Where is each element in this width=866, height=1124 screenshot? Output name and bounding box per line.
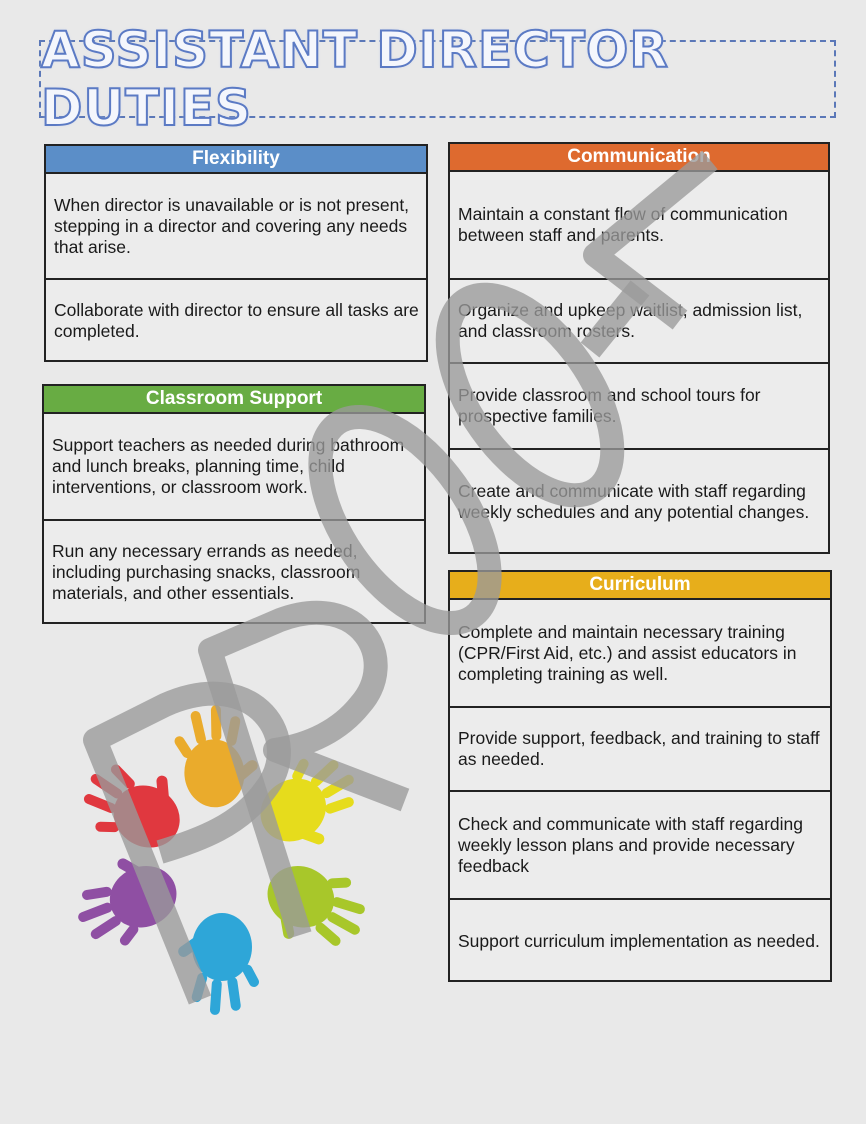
handprint-icon xyxy=(243,739,375,867)
communication-heading: Communication xyxy=(450,144,828,172)
list-item: Provide support, feedback, and training to staff as needed. xyxy=(450,708,830,792)
classroom-support-card xyxy=(42,384,426,624)
flexibility-card xyxy=(44,144,428,362)
list-item: Run any necessary errands as needed, including purchasing snacks, classroom materials, and other essentials. xyxy=(52,541,361,603)
handprint-icon xyxy=(251,847,379,967)
list-item: Collaborate with director to ensure all tasks are completed. xyxy=(54,300,419,341)
list-item: Organize and upkeep waitlist, admission list, and classroom rosters. xyxy=(450,280,828,364)
list-item: When director is unavailable or is not present, stepping in a director and covering any needs that arise. xyxy=(46,174,426,280)
list-item: Create and communicate with staff regarding weekly schedules and any potential changes. xyxy=(458,481,810,522)
list-item: Support curriculum implementation as needed. xyxy=(458,930,820,951)
curriculum-card xyxy=(448,570,832,982)
title-banner xyxy=(39,21,836,137)
page-title: ASSISTANT DIRECTOR DUTIES xyxy=(41,21,669,137)
handprint-icon xyxy=(62,841,190,961)
list-item: Check and communicate with staff regarding weekly lesson plans and provide necessary feedback xyxy=(450,792,830,900)
classroom-support-heading: Classroom Support xyxy=(44,386,424,414)
curriculum-heading: Curriculum xyxy=(450,572,830,600)
handprint-icon xyxy=(170,701,263,810)
list-item: Complete and maintain necessary training (CPR/First Aid, etc.) and assist educators in completing training as well. xyxy=(450,600,830,708)
flexibility-heading: Flexibility xyxy=(46,146,426,174)
handprint-icon xyxy=(68,743,199,868)
handprint-icon xyxy=(176,913,261,1015)
communication-card xyxy=(448,142,830,554)
list-item: Maintain a constant flow of communication between staff and parents. xyxy=(450,172,828,280)
list-item: Provide classroom and school tours for prospective families. xyxy=(450,364,828,450)
list-item: Support teachers as needed during bathroom and lunch breaks, planning time, child interventions, or classroom work. xyxy=(44,414,424,521)
